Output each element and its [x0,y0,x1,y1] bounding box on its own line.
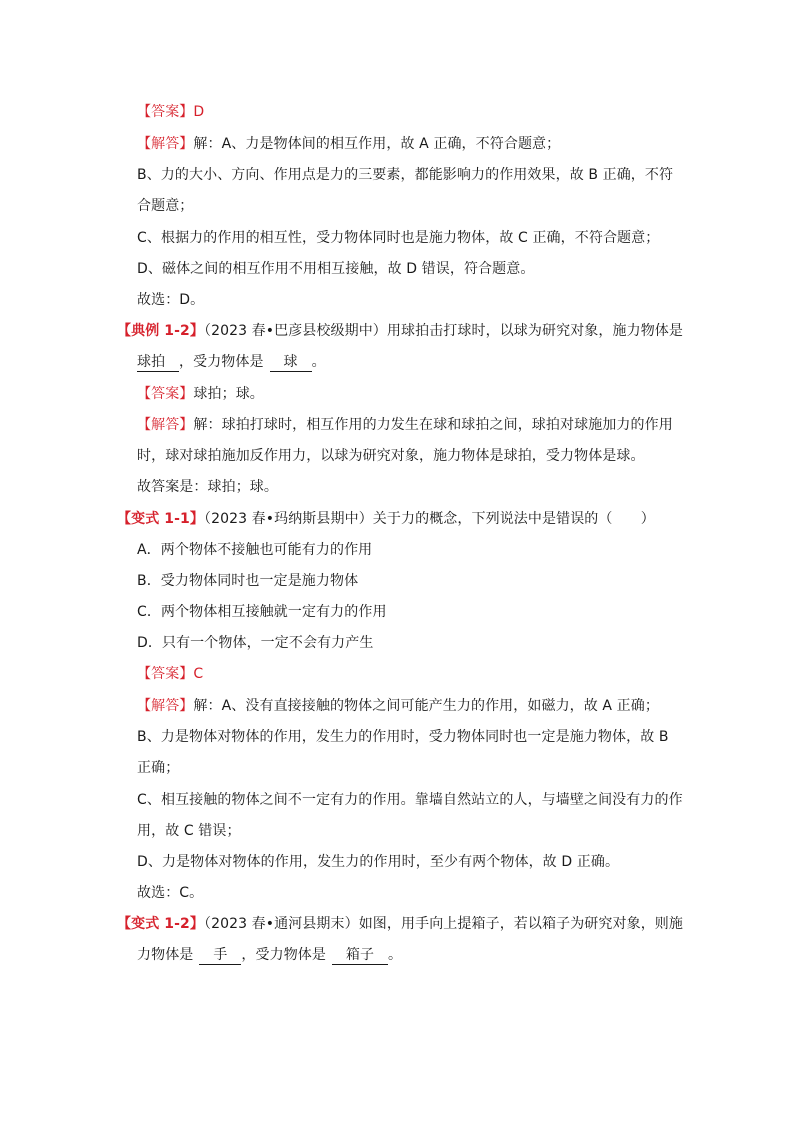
option-c: C．两个物体相互接触就一定有力的作用 [137,604,387,620]
option-a: A．两个物体不接触也可能有力的作用 [137,542,373,558]
example-analysis-cont: 时，球对球拍施加反作用力，以球为研究对象，施力物体是球拍，受力物体是球。 [137,448,645,464]
option-c-explanation: C、相互接触的物体之间不一定有力的作用。靠墙自然站立的人，与墙壁之间没有力的作 [137,792,683,808]
variant-question-mid: ，受力物体是 [241,947,327,963]
variant-question-pre: 力物体是 [137,947,194,963]
option-b-explanation-cont: 正确； [137,760,180,776]
example-question-cont [137,352,326,372]
variant-question [117,914,683,934]
option-d-explanation: D、力是物体对物体的作用，发生力的作用时，至少有两个物体，故 D 正确。 [137,854,620,870]
choose-line: 故选：D。 [137,292,205,308]
example-tag: 【典例 1-2】 [117,323,204,339]
analysis-tag: 【解答】 [137,417,194,433]
analysis-text: 解：A、力是物体间的相互作用，故 A 正确，不符合题意； [193,136,561,152]
example-question-end: 。 [311,354,326,370]
option-b: B．受力物体同时也一定是施力物体 [137,573,359,589]
answer-line [137,102,204,122]
blank-1-answer: 球拍 [137,353,179,372]
variant-question-cont [137,945,402,965]
option-c-explanation: C、根据力的作用的相互性，受力物体同时也是施力物体，故 C 正确，不符合题意； [137,230,660,246]
variant-question-end: 。 [388,947,403,963]
analysis-text: 解：A、没有直接接触的物体之间可能产生力的作用，如磁力，故 A 正确； [193,698,659,714]
blank-2-answer: 箱子 [332,946,388,965]
blank-2-answer: 球 [270,353,312,372]
analysis-line [137,134,560,154]
option-b-explanation: B、力的大小、方向、作用点是力的三要素，都能影响力的作用效果，故 B 正确，不符 [137,167,674,183]
variant-question-text: （2023 春•通河县期末）如图，用手向上提箱子，若以箱子为研究对象，则施 [203,916,684,932]
variant-analysis [137,696,659,716]
answer-tag: 【答案】 [137,104,194,120]
analysis-text: 解：球拍打球时，相互作用的力发生在球和球拍之间，球拍对球施加力的作用 [193,417,673,433]
option-b-explanation: B、力是物体对物体的作用，发生力的作用时，受力物体同时也一定是施力物体，故 B [137,729,669,745]
example-conclusion: 故答案是：球拍；球。 [137,479,278,495]
answer-tag: 【答案】 [137,666,194,682]
example-question-text: （2023 春•巴彦县校级期中）用球拍击打球时，以球为研究对象，施力物体是 [203,323,684,339]
variant-question-text: （2023 春•玛纳斯县期中）关于力的概念，下列说法中是错误的（ ） [203,511,655,527]
analysis-tag: 【解答】 [137,136,194,152]
answer-value: C [193,666,204,682]
option-b-explanation-cont: 合题意； [137,198,194,214]
variant-answer [137,664,203,684]
example-analysis [137,415,673,435]
option-c-explanation-cont: 用，故 C 错误； [137,823,241,839]
variant-tag: 【变式 1-1】 [117,511,204,527]
analysis-tag: 【解答】 [137,698,194,714]
blank-1-answer: 手 [199,946,241,965]
option-d: D．只有一个物体，一定不会有力产生 [137,635,374,651]
variant-tag: 【变式 1-2】 [117,916,204,932]
answer-value: D [193,104,205,120]
option-d-explanation: D、磁体之间的相互作用不用相互接触，故 D 错误，符合题意。 [137,261,535,277]
example-question [117,321,683,341]
choose-line: 故选：C。 [137,885,204,901]
example-answer [137,384,264,404]
variant-question [117,509,655,529]
answer-tag: 【答案】 [137,386,194,402]
answer-value: 球拍；球。 [193,386,264,402]
example-question-mid: ，受力物体是 [179,354,264,370]
